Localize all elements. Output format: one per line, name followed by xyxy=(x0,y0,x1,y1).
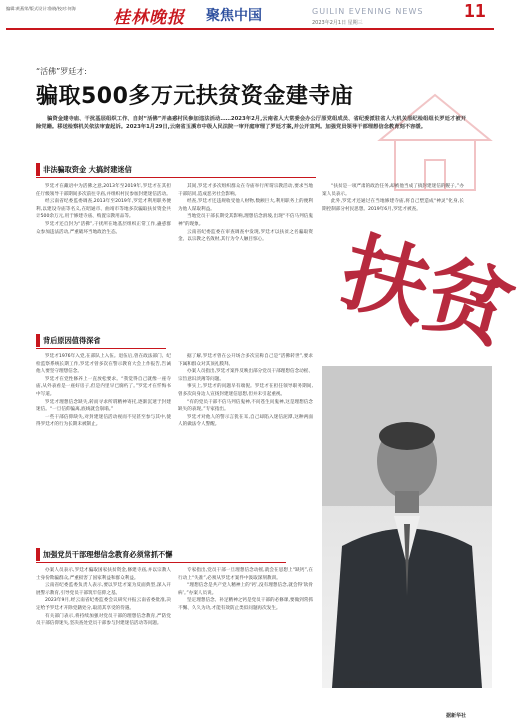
paragraph: 办案人员表示,罗廷才骗取国家扶贫资金,修建寺庙,并以宗教人士身份欺骗群众,严重损害了国家利益和群众利益。 xyxy=(36,568,171,581)
paragraph: 据了解,罗廷才曾在公开场合多次宣称自己是“活佛转世”,要求下属和群众对其顶礼膜拜。 xyxy=(178,354,313,367)
paragraph: 罗廷才对他人的警示言犹在耳,自己却陷入迷信泥潭,这种两面人的做法令人警醒。 xyxy=(178,414,313,428)
paragraph: 经云南省纪委监委调查,2013年至2019年,罗廷才利用职务便利,以建设寺庙等名义,在昭通市、曲靖市等地多次骗取扶贫资金共计500余万元,用于修建寺庙、购置宗教用品等。 xyxy=(36,199,171,220)
section-3-column-1 xyxy=(36,567,171,628)
section-heading xyxy=(36,548,286,561)
lead-paragraph: 骗资金建寺庙、干扰基层组织工作、自封“活佛”并蛊惑村民参加违法活动……2023年2月,云南省人大常委会办公厅原党组成员、省纪委派驻省人大机关原纪检组组长罗廷才被开除党籍。移送检察机关依法审查起诉。2023年1月29日,云南省玉溪市中级人民法院一审开庭审理了罗廷才案,并公开宣判。加强党员领导干部理想信念教育刻不容缓。 xyxy=(36,116,466,131)
photo-caption: 罗廷才(资料图片) xyxy=(344,682,380,687)
paragraph: 有关部门表示,将持续加强对党员干部的理想信念教育,严防党员干部信仰迷失,坚决查处党员干部参与封建迷信活动等问题。 xyxy=(36,613,171,627)
paragraph: 当地党员干部长期受其影响,理想信念滑坡,出现“不信马列信鬼神”的现象。 xyxy=(178,214,313,227)
paragraph: “理想信念是共产党人精神上的‘钙’,没有理想信念,就会得‘软骨病’。”办案人员说。 xyxy=(178,583,313,596)
byline: 据新华社 xyxy=(446,713,467,719)
section-heading xyxy=(36,334,166,347)
heading-marker xyxy=(36,163,40,176)
paragraph: 罗廷才1976年入党,在部队上入伍。退伍后,曾在政法部门、纪检监察系统长期工作,罗廷才曾多次在警示教育大会上作报告,告诫他人要坚守理想信念。 xyxy=(36,354,171,375)
section-1-column-2 xyxy=(178,183,313,244)
newspaper-logo: 桂林晚报 xyxy=(113,8,185,28)
heading-marker xyxy=(36,548,40,561)
paragraph: 罗廷才在党性修养上一直放松要求。“我觉得自己就像一座寺庙,从外表看是一座好房子,但是内里早已腐朽了。”罗廷才在忏悔书中写道。 xyxy=(36,376,171,397)
paragraph: 罗廷才理想信念缺失,转而寻求所谓精神寄托,逐渐沉迷于封建迷信。“一旦信仰偏离,底线就会崩塌。” xyxy=(36,399,171,413)
brand-name: GUILIN EVENING NEWS xyxy=(312,7,424,16)
heading-underline xyxy=(36,177,316,178)
heading-underline xyxy=(36,562,286,563)
paragraph: 2023年9月,经云南省纪委监委会议研究并报云南省委批准,决定给予罗廷才开除党籍处分,取消其享受的待遇。 xyxy=(36,598,171,611)
paragraph: “扶贫是一项严肃的政治任务,却被他当成了搞封建迷信的幌子。”办案人员表示。 xyxy=(322,184,464,197)
editor-info: 编辑:黄燕荣/版式设计:鲁晓/校对:何海 xyxy=(6,6,76,11)
headline: 骗取500多万元扶贫资金建寺庙 xyxy=(36,84,354,109)
paragraph: 此外,罗廷才还通过在当地修建寺庙,将自己塑造成“神灵”化身,长期控制部分村民思想。2019年6月,罗廷才被查。 xyxy=(322,199,464,212)
section-1-column-3 xyxy=(322,183,464,213)
paragraph: “有的党员干部不信马列信鬼神,不问苍生问鬼神,这是理想信念缺失的表现。”专家指出。 xyxy=(178,399,313,413)
masthead-rule xyxy=(6,28,494,30)
heading-underline xyxy=(36,348,166,349)
heading-marker xyxy=(36,334,40,347)
paragraph: 罗廷才还自封为“活佛”,干扰所在地基层组织正常工作,蛊惑群众参加违法活动,严重破坏当地政治生态。 xyxy=(36,221,171,235)
section-heading xyxy=(36,163,316,176)
section-1-column-1 xyxy=(36,183,171,236)
paragraph: 专家指出,党员干部一旦理想信念动摇,就会在思想上“缺钙”,在行动上“失准”,必须从罗廷才案件中汲取深刻教训。 xyxy=(178,568,313,581)
poverty-stamp: 扶贫 xyxy=(331,220,524,363)
headline-kicker: “活佛”罗廷才: xyxy=(36,67,87,76)
section-heading-text: 背后原因值得深省 xyxy=(43,335,101,345)
paragraph: 经查,罗廷才还违规收受他人财物,数额巨大,利用职务上的便利为他人谋取利益。 xyxy=(178,199,313,212)
paragraph: 一些干部信仰缺失,对封建迷信活动视而不见甚至参与其中,使得罗廷才的行为长期未被制止。 xyxy=(36,414,171,428)
section-title: 聚焦中国 xyxy=(206,8,262,24)
paragraph: 罗廷才在藏语中为活佛之意,2013年至2019年,罗廷才在其担任厅级领导干部期间多次前往寺庙,并组织村民参加封建迷信活动。 xyxy=(36,184,171,197)
issue-date: 2023年2月1日 星期三 xyxy=(312,20,363,26)
section-heading-text: 非法骗取资金 大搞封建迷信 xyxy=(43,164,132,174)
page-number: 11 xyxy=(464,1,486,22)
masthead xyxy=(0,0,500,30)
paragraph: 办案人员指出,罗廷才案件反映出部分党员干部理想信念动摇、宗旨意识淡薄等问题。 xyxy=(178,369,313,382)
paragraph: 云南省纪委监委负责人表示,要以罗廷才案为反面典型,深入开展警示教育,引导党员干部筑牢信仰之基。 xyxy=(36,583,171,596)
section-2-column-1 xyxy=(36,353,171,429)
section-3-column-2 xyxy=(178,567,313,613)
paragraph: 云南省纪委监委在审查调查中发现,罗廷才以扶贫之名骗取资金、以宗教之名敛财,其行为令人触目惊心。 xyxy=(178,229,313,243)
paragraph: 坚定理想信念、补足精神之钙是党员干部的必修课,要做到常抓不懈、久久为功,才能有效防止类似问题再次发生。 xyxy=(178,598,313,611)
section-2-column-2 xyxy=(178,353,313,429)
portrait-photo xyxy=(322,366,492,688)
section-heading-text: 加强党员干部理想信念教育必须常抓不懈 xyxy=(43,549,173,559)
paragraph: 事实上,罗廷才的问题早有端倪。罗廷才在担任领导职务期间,曾多次向身边人宣扬封建迷信思想,但并未引起重视。 xyxy=(178,384,313,397)
temple-ornament-icon xyxy=(370,80,500,200)
paragraph: 其间,罗廷才多次组织群众在寺庙举行所谓宗教活动,要求当地干部陪同,造成恶劣社会影响。 xyxy=(178,184,313,197)
